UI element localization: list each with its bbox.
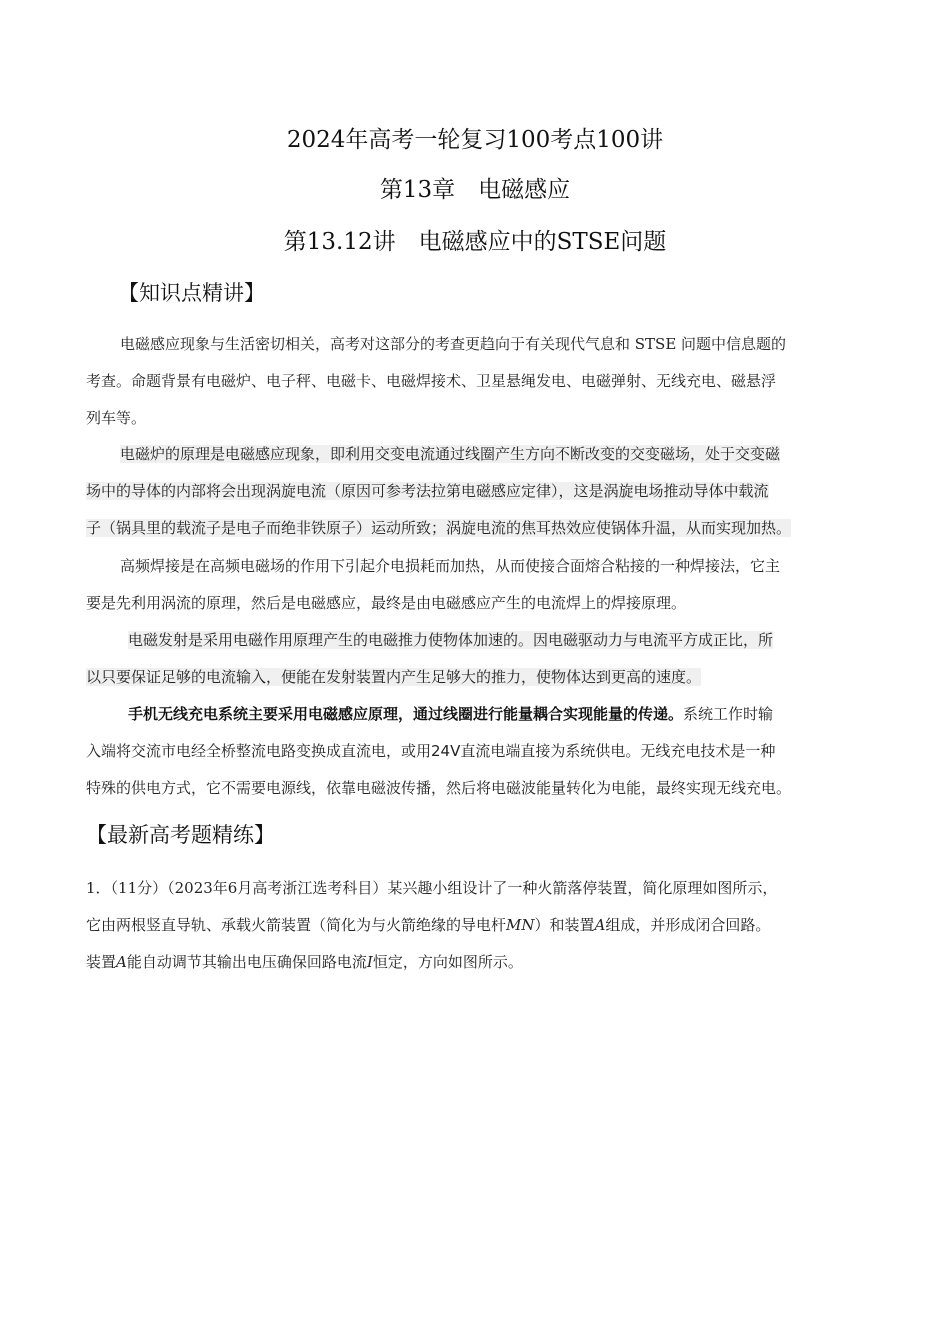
paragraph-line: 要是先利用涡流的原理，然后是电磁感应，最终是由电磁感应产生的电流焊上的焊接原理。 <box>86 594 687 612</box>
paragraph-text: 入端将交流市电经全桥整流电路变换成直流电，或用 <box>86 742 432 760</box>
lecture-title: 第13.12讲 电磁感应中的STSE问题 <box>283 229 667 255</box>
paragraph-line: 电磁发射是采用电磁作用原理产生的电磁推力使物体加速的。因电磁驱动力与电流平方成正比，所 <box>128 631 774 649</box>
section-heading-knowledge: 【知识点精讲】 <box>118 281 265 305</box>
question-1 <box>86 870 876 981</box>
paragraph-line: 特殊的供电方式，它不需要电源线，依靠电磁波传播，然后将电磁波能量转化为电能，最终实现无线充电。 <box>86 779 792 797</box>
voltage-value: 24V <box>431 742 461 760</box>
question-text: 恒定，方向如图所示。 <box>372 953 523 971</box>
section-heading-exercises: 【最新高考题精练】 <box>86 823 275 847</box>
chapter-title: 第13章 电磁感应 <box>379 177 571 203</box>
paragraph-line: 电磁炉的原理是电磁感应现象，即利用交变电流通过线圈产生方向不断改变的交变磁场，处于交变磁 <box>120 445 781 463</box>
paragraph-wireless-charging <box>86 696 876 807</box>
paragraph-line: 以只要保证足够的电流输入，便能在发射装置内产生足够大的推力，使物体达到更高的速度。 <box>86 668 702 686</box>
question-text: 能自动调节其输出电压确保回路电流 <box>126 953 367 971</box>
question-text: ）和装置 <box>534 916 595 934</box>
paragraph-intro <box>86 326 876 437</box>
variable-i: I <box>366 953 373 971</box>
bold-statement: 手机无线充电系统主要采用电磁感应原理，通过线圈进行能量耦合实现能量的传递。 <box>128 705 684 723</box>
variable-a: A <box>594 916 606 934</box>
paragraph-high-frequency-welding <box>86 548 876 622</box>
paragraph-line: 列车等。 <box>86 409 147 427</box>
paragraph-text: 直流电端直接为系统供电。无线充电技术是一种 <box>460 742 776 760</box>
paragraph-line: 子（锅具里的载流子是电子而绝非铁原子）运动所致；涡旋电流的焦耳热效应使锅体升温，从而实现加热。 <box>86 519 792 537</box>
question-text: 它由两根竖直导轨、承载火箭装置（简化为与火箭绝缘的导电杆 <box>86 916 507 934</box>
paragraph-line: 场中的导体的内部将会出现涡旋电流（原因可参考法拉第电磁感应定律），这是涡旋电场推动导体中载流 <box>86 482 769 500</box>
question-text: 装置 <box>86 953 117 971</box>
doc-title: 2024年高考一轮复习100考点100讲 <box>286 127 664 153</box>
paragraph-text: 系统工作时输 <box>683 705 774 723</box>
paragraph-electromagnetic-launch <box>86 622 876 696</box>
variable-a: A <box>116 953 127 971</box>
paragraph-induction-cooker <box>86 436 876 547</box>
question-number: 1． <box>86 879 111 897</box>
paragraph-line: 考查。命题背景有电磁炉、电子秤、电磁卡、电磁焊接术、卫星悬绳发电、电磁弹射、无线充电、磁悬浮 <box>86 372 777 390</box>
question-text: （11分）（2023年6月高考浙江选考科目）某兴趣小组设计了一种火箭落停装置，简化原理如图所示， <box>110 879 778 897</box>
paragraph-line: 高频焊接是在高频电磁场的作用下引起介电损耗而加热，从而使接合面熔合粘接的一种焊接法，它主 <box>120 557 781 575</box>
variable-mn: MN <box>506 916 535 934</box>
question-text: 组成，并形成闭合回路。 <box>605 916 771 934</box>
paragraph-line: 电磁感应现象与生活密切相关，高考对这部分的考查更趋向于有关现代气息和 STSE 问题中信息题的 <box>120 335 787 353</box>
